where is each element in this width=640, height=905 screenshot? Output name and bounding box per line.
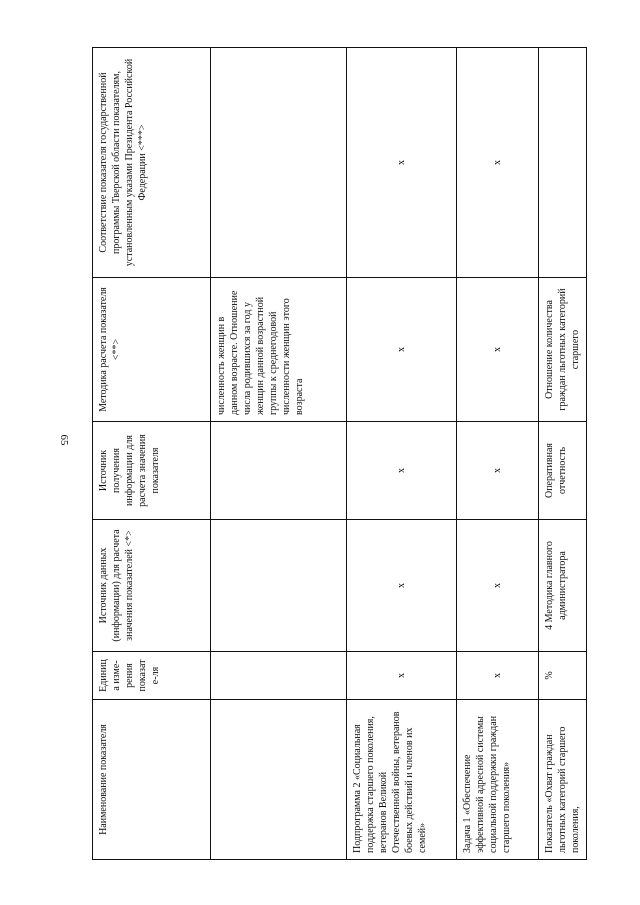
cell-correspondence: x	[457, 48, 539, 278]
table-row	[211, 48, 347, 860]
cell-method: численность женщин в данном возрасте. Отношение числа родившихся за год у женщин данной возрастной группы к среднегодовой численности женщин этого возраста	[211, 278, 347, 422]
header-name: Наименование показателя	[93, 700, 211, 860]
cell-info-source: x	[347, 422, 457, 520]
page-number: 65	[58, 434, 70, 446]
cell-data-source: 4 Методика главного администратора	[539, 520, 587, 652]
cell-unit: %	[539, 652, 587, 700]
cell-unit	[211, 652, 347, 700]
cell-correspondence	[211, 48, 347, 278]
cell-name: Показатель «Охват граждан льготных категорий старшего поколения,	[539, 700, 587, 860]
header-correspondence: Соответствие показателя государственной программы Тверской области показателям, установленным указами Президента Российской Федерации <***>	[93, 48, 211, 278]
cell-correspondence: x	[347, 48, 457, 278]
cell-data-source	[211, 520, 347, 652]
cell-data-source: x	[347, 520, 457, 652]
cell-method: Отношение количества граждан льготных категорий старшего	[539, 278, 587, 422]
table-row	[457, 48, 539, 860]
table-header-row	[93, 48, 211, 860]
cell-correspondence	[539, 48, 587, 278]
cell-name: Задача 1 «Обеспечение эффективной адресной системы социальной поддержки граждан старшего поколения»	[457, 700, 539, 860]
cell-name	[211, 700, 347, 860]
cell-name: Подпрограмма 2 «Социальная поддержка старшего поколения, ветеранов Великой Отечественной войны, ветеранов боевых действий и членов их семей»	[347, 700, 457, 860]
cell-unit: x	[347, 652, 457, 700]
cell-method: x	[347, 278, 457, 422]
header-unit: Единица изме-рения показате-ля	[93, 652, 211, 700]
header-data-source: Источник данных (информации) для расчета значения показателей <*>	[93, 520, 211, 652]
table-row	[539, 48, 587, 860]
header-method: Методика расчета показателя <**>	[93, 278, 211, 422]
rotated-table-container	[92, 48, 585, 860]
cell-info-source: Оперативная отчетность	[539, 422, 587, 520]
cell-data-source: x	[457, 520, 539, 652]
table-row	[347, 48, 457, 860]
cell-info-source: x	[457, 422, 539, 520]
indicators-table	[92, 47, 587, 860]
header-info-source: Источник получения информации для расчета значения показателя	[93, 422, 211, 520]
cell-unit: x	[457, 652, 539, 700]
cell-method: x	[457, 278, 539, 422]
cell-info-source	[211, 422, 347, 520]
